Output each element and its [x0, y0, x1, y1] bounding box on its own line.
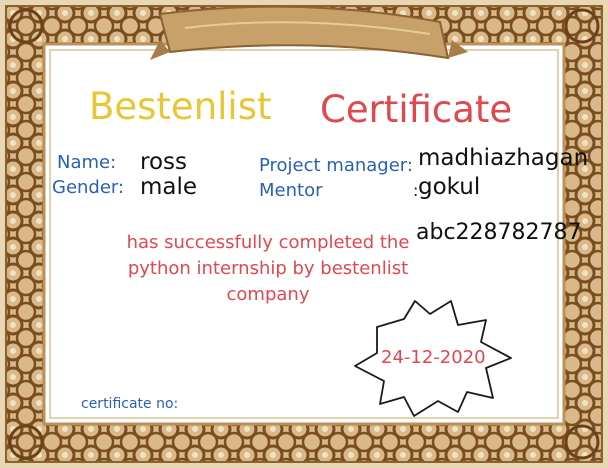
mentor-name: gokul: [418, 174, 481, 200]
mentor-label: Mentor: [259, 180, 323, 201]
project-manager-name: madhiazhagan: [418, 145, 589, 171]
name-label: Name:: [57, 152, 117, 173]
mentor-colon: :: [413, 181, 419, 200]
issue-date: 24-12-2020: [381, 347, 486, 368]
certificate-title: Certificate: [320, 88, 513, 131]
recipient-name: ross: [140, 149, 187, 175]
brand-heading: Bestenlist: [89, 85, 272, 128]
project-manager-label: Project manager:: [259, 155, 413, 176]
certificate-no-label: certificate no:: [81, 396, 179, 412]
recipient-gender: male: [140, 174, 198, 200]
gender-label: Gender:: [52, 177, 125, 198]
certificate-number: abc228782787: [416, 220, 582, 245]
completion-statement: has successfully completed the python internship by bestenlist company: [126, 232, 410, 305]
